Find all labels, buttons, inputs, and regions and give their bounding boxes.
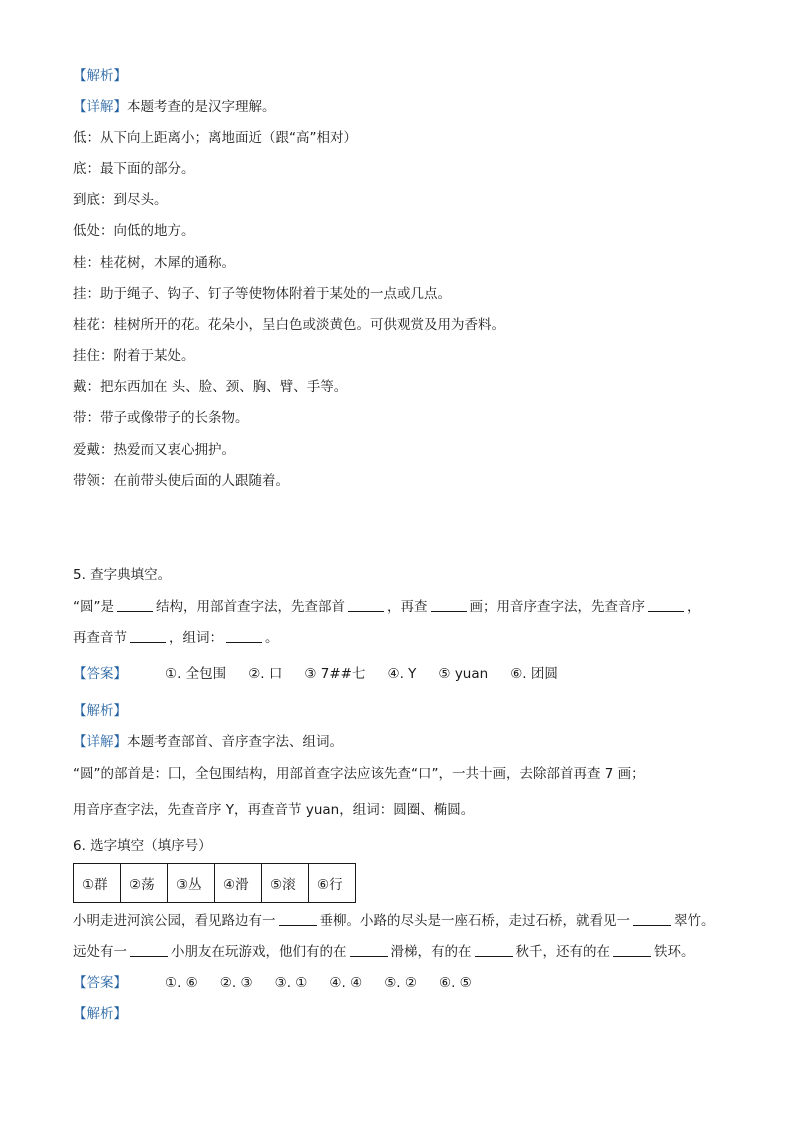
blank bbox=[633, 913, 671, 926]
answer-item: ②. ③ bbox=[219, 975, 253, 991]
definition-line: 到底：到尽头。 bbox=[73, 192, 168, 208]
blank bbox=[117, 599, 153, 612]
blank bbox=[279, 913, 317, 926]
definition-line: 挂：助于绳子、钩子、钉子等使物体附着于某处的一点或几点。 bbox=[73, 286, 451, 302]
q5-text: 再查音节 bbox=[73, 630, 127, 646]
detail-tag: 【详解】 bbox=[73, 99, 127, 115]
question-5-line-1 bbox=[73, 598, 701, 616]
detail-text: 本题考查的是汉字理解。 bbox=[127, 99, 276, 115]
option-cell: ⑥行 bbox=[309, 864, 356, 903]
question-6-answer bbox=[73, 974, 472, 992]
definition-line: 带：带子或像带子的长条物。 bbox=[73, 410, 249, 426]
answer-item: ③. ① bbox=[274, 975, 308, 991]
q5-text: ，组词： bbox=[169, 630, 223, 646]
analysis-heading: 【解析】 bbox=[73, 703, 127, 719]
definition-line: 桂：桂花树，木犀的通称。 bbox=[73, 255, 235, 271]
detail-tag: 【详解】 bbox=[73, 734, 127, 750]
answer-item: ④. Y bbox=[387, 666, 417, 682]
question-6-title: 6. 选字填空（填序号） bbox=[73, 838, 212, 854]
option-cell: ④滑 bbox=[215, 864, 262, 903]
definition-line: 挂住：附着于某处。 bbox=[73, 348, 195, 364]
answer-item: ③ 7##七 bbox=[304, 666, 366, 682]
answer-tag: 【答案】 bbox=[73, 666, 127, 682]
option-cell: ②荡 bbox=[121, 864, 168, 903]
explanation-line: “圆”的部首是：囗，全包围结构，用部首查字法应该先查“口”，一共十画，去除部首再查 7 画； bbox=[73, 766, 645, 782]
definition-line: 底：最下面的部分。 bbox=[73, 161, 195, 177]
q6-text: 小朋友在玩游戏，他们有的在 bbox=[171, 944, 347, 960]
q5-text: ，再查 bbox=[387, 599, 428, 615]
blank bbox=[130, 630, 166, 643]
blank bbox=[475, 944, 513, 957]
definition-line: 桂花：桂树所开的花。花朵小，呈白色或淡黄色。可供观赏及用为香料。 bbox=[73, 317, 505, 333]
definition-line: 戴：把东西加在 头、脸、颈、胸、臂、手等。 bbox=[73, 379, 348, 395]
q6-text: 小明走进河滨公园，看见路边有一 bbox=[73, 913, 276, 929]
q5-text: “圆”是 bbox=[73, 599, 114, 615]
definition-line: 低处：向低的地方。 bbox=[73, 223, 195, 239]
question-5-answer bbox=[73, 665, 558, 683]
q5-text: ， bbox=[687, 599, 701, 615]
blank bbox=[130, 944, 168, 957]
q6-text: 垂柳。小路的尽头是一座石桥，走过石桥，就看见一 bbox=[319, 913, 630, 929]
analysis-heading: 【解析】 bbox=[73, 1006, 127, 1022]
blank bbox=[648, 599, 684, 612]
q6-text: 远处有一 bbox=[73, 944, 127, 960]
answer-tag: 【答案】 bbox=[73, 975, 127, 991]
answer-item: ⑥. 团圆 bbox=[510, 666, 558, 682]
q5-text: 结构，用部首查字法，先查部首 bbox=[156, 599, 345, 615]
q5-text: 画；用音序查字法，先查音序 bbox=[469, 599, 645, 615]
definition-line: 带领：在前带头使后面的人跟随着。 bbox=[73, 473, 289, 489]
blank bbox=[431, 599, 467, 612]
detail-line bbox=[73, 98, 276, 116]
option-table bbox=[73, 863, 356, 903]
q6-text: 铁环。 bbox=[654, 944, 695, 960]
blank bbox=[226, 630, 262, 643]
answer-item: ⑤. ② bbox=[384, 975, 417, 991]
detail-line bbox=[73, 733, 343, 751]
question-6-line-2 bbox=[73, 943, 695, 961]
question-5-title: 5. 查字典填空。 bbox=[73, 567, 172, 583]
detail-text: 本题考查部首、音序查字法、组词。 bbox=[127, 734, 343, 750]
option-cell: ③丛 bbox=[168, 864, 215, 903]
answer-item: ①. 全包围 bbox=[165, 666, 227, 682]
blank bbox=[348, 599, 384, 612]
question-6-line-1 bbox=[73, 912, 715, 930]
q6-text: 滑梯，有的在 bbox=[390, 944, 472, 960]
answer-item: ②. 口 bbox=[248, 666, 283, 682]
blank bbox=[350, 944, 388, 957]
question-5-line-2 bbox=[73, 629, 279, 647]
q6-text: 秋千，还有的在 bbox=[515, 944, 610, 960]
explanation-line: 用音序查字法，先查音序 Y，再查音节 yuan，组词：圆圈、椭圆。 bbox=[73, 802, 475, 818]
answer-item: ①. ⑥ bbox=[165, 975, 198, 991]
q6-text: 翠竹。 bbox=[674, 913, 715, 929]
answer-item: ⑥. ⑤ bbox=[438, 975, 472, 991]
answer-item: ④. ④ bbox=[329, 975, 363, 991]
analysis-heading: 【解析】 bbox=[73, 68, 127, 84]
definition-line: 低：从下向上距离小；离地面近（跟“高”相对） bbox=[73, 130, 357, 146]
option-cell: ①群 bbox=[74, 864, 121, 903]
definition-line: 爱戴：热爱而又衷心拥护。 bbox=[73, 442, 235, 458]
option-cell: ⑤滚 bbox=[262, 864, 309, 903]
answer-item: ⑤ yuan bbox=[438, 666, 489, 682]
blank bbox=[613, 944, 651, 957]
q5-text: 。 bbox=[265, 630, 279, 646]
